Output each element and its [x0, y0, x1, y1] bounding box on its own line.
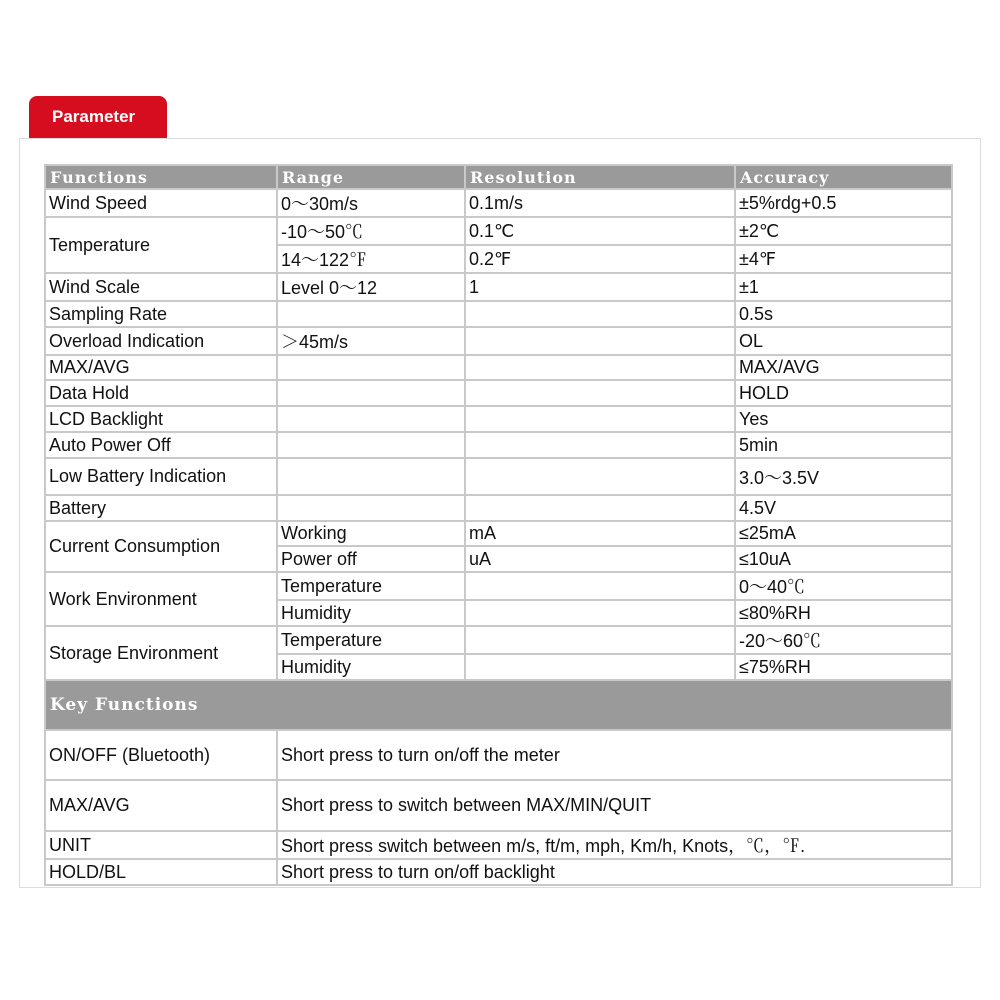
table-row — [45, 217, 952, 245]
table-row — [45, 521, 952, 546]
resolution-cell — [465, 600, 735, 626]
resolution-cell — [465, 495, 735, 521]
function-cell: MAX/AVG — [45, 355, 277, 380]
accuracy-cell: 0～40℃ — [735, 572, 952, 600]
table-row — [45, 189, 952, 217]
range-cell: Humidity — [277, 654, 465, 680]
accuracy-cell: 5min — [735, 432, 952, 458]
table-row — [45, 406, 952, 432]
parameter-tab[interactable]: Parameter — [29, 96, 167, 140]
function-cell: Current Consumption — [45, 521, 277, 572]
key-description-cell: Short press switch between m/s, ft/m, mph, Km/h, Knots，℃，℉. — [277, 831, 952, 859]
accuracy-cell: -20～60℃ — [735, 626, 952, 654]
range-cell: ＞45m/s — [277, 327, 465, 355]
table-row — [45, 572, 952, 600]
table-row — [45, 780, 952, 831]
function-cell: LCD Backlight — [45, 406, 277, 432]
range-cell: Power off — [277, 546, 465, 572]
accuracy-cell: ≤80%RH — [735, 600, 952, 626]
function-cell: Sampling Rate — [45, 301, 277, 327]
key-description-cell: Short press to turn on/off backlight — [277, 859, 952, 885]
accuracy-cell: 0.5s — [735, 301, 952, 327]
spec-table — [44, 164, 953, 886]
key-name-cell: UNIT — [45, 831, 277, 859]
key-name-cell: HOLD/BL — [45, 859, 277, 885]
resolution-cell: uA — [465, 546, 735, 572]
resolution-cell: 1 — [465, 273, 735, 301]
key-name-cell: MAX/AVG — [45, 780, 277, 831]
function-cell: Battery — [45, 495, 277, 521]
header-range: Range — [277, 165, 465, 189]
accuracy-cell: ≤75%RH — [735, 654, 952, 680]
header-accuracy: Accuracy — [735, 165, 952, 189]
key-description-cell: Short press to turn on/off the meter — [277, 730, 952, 780]
range-cell — [277, 406, 465, 432]
function-cell: Temperature — [45, 217, 277, 273]
resolution-cell: mA — [465, 521, 735, 546]
resolution-cell — [465, 301, 735, 327]
table-row — [45, 273, 952, 301]
header-functions: Functions — [45, 165, 277, 189]
accuracy-cell: OL — [735, 327, 952, 355]
range-cell — [277, 301, 465, 327]
accuracy-cell: 4.5V — [735, 495, 952, 521]
resolution-cell — [465, 458, 735, 495]
table-row — [45, 626, 952, 654]
table-row — [45, 380, 952, 406]
key-name-cell: ON/OFF (Bluetooth) — [45, 730, 277, 780]
table-row — [45, 458, 952, 495]
accuracy-cell: HOLD — [735, 380, 952, 406]
range-cell: Temperature — [277, 626, 465, 654]
range-cell — [277, 458, 465, 495]
key-functions-title: Key Functions — [45, 680, 952, 730]
table-row — [45, 432, 952, 458]
accuracy-cell: ≤10uA — [735, 546, 952, 572]
table-row — [45, 859, 952, 885]
accuracy-cell: Yes — [735, 406, 952, 432]
function-cell: Overload Indication — [45, 327, 277, 355]
table-row — [45, 495, 952, 521]
resolution-cell — [465, 432, 735, 458]
table-row — [45, 301, 952, 327]
table-row — [45, 355, 952, 380]
accuracy-cell: ±5%rdg+0.5 — [735, 189, 952, 217]
accuracy-cell: MAX/AVG — [735, 355, 952, 380]
range-cell — [277, 355, 465, 380]
range-cell — [277, 380, 465, 406]
resolution-cell — [465, 327, 735, 355]
table-row — [45, 730, 952, 780]
resolution-cell: 0.1℃ — [465, 217, 735, 245]
range-cell: Level 0～12 — [277, 273, 465, 301]
function-cell: Work Environment — [45, 572, 277, 626]
header-resolution: Resolution — [465, 165, 735, 189]
accuracy-cell: ±2℃ — [735, 217, 952, 245]
function-cell: Wind Scale — [45, 273, 277, 301]
range-cell: Temperature — [277, 572, 465, 600]
key-description-cell: Short press to switch between MAX/MIN/QUIT — [277, 780, 952, 831]
table-row — [45, 831, 952, 859]
key-functions-header-row — [45, 680, 952, 730]
range-cell: 14～122℉ — [277, 245, 465, 273]
table-row — [45, 327, 952, 355]
resolution-cell — [465, 406, 735, 432]
resolution-cell: 0.2℉ — [465, 245, 735, 273]
header-row — [45, 165, 952, 189]
function-cell: Low Battery Indication — [45, 458, 277, 495]
range-cell — [277, 495, 465, 521]
function-cell: Storage Environment — [45, 626, 277, 680]
range-cell — [277, 432, 465, 458]
resolution-cell: 0.1m/s — [465, 189, 735, 217]
resolution-cell — [465, 654, 735, 680]
function-cell: Data Hold — [45, 380, 277, 406]
function-cell: Auto Power Off — [45, 432, 277, 458]
resolution-cell — [465, 380, 735, 406]
function-cell: Wind Speed — [45, 189, 277, 217]
accuracy-cell: ≤25mA — [735, 521, 952, 546]
accuracy-cell: 3.0～3.5V — [735, 458, 952, 495]
resolution-cell — [465, 626, 735, 654]
range-cell: Working — [277, 521, 465, 546]
accuracy-cell: ±1 — [735, 273, 952, 301]
accuracy-cell: ±4℉ — [735, 245, 952, 273]
resolution-cell — [465, 572, 735, 600]
range-cell: 0～30m/s — [277, 189, 465, 217]
range-cell: Humidity — [277, 600, 465, 626]
resolution-cell — [465, 355, 735, 380]
range-cell: -10～50℃ — [277, 217, 465, 245]
